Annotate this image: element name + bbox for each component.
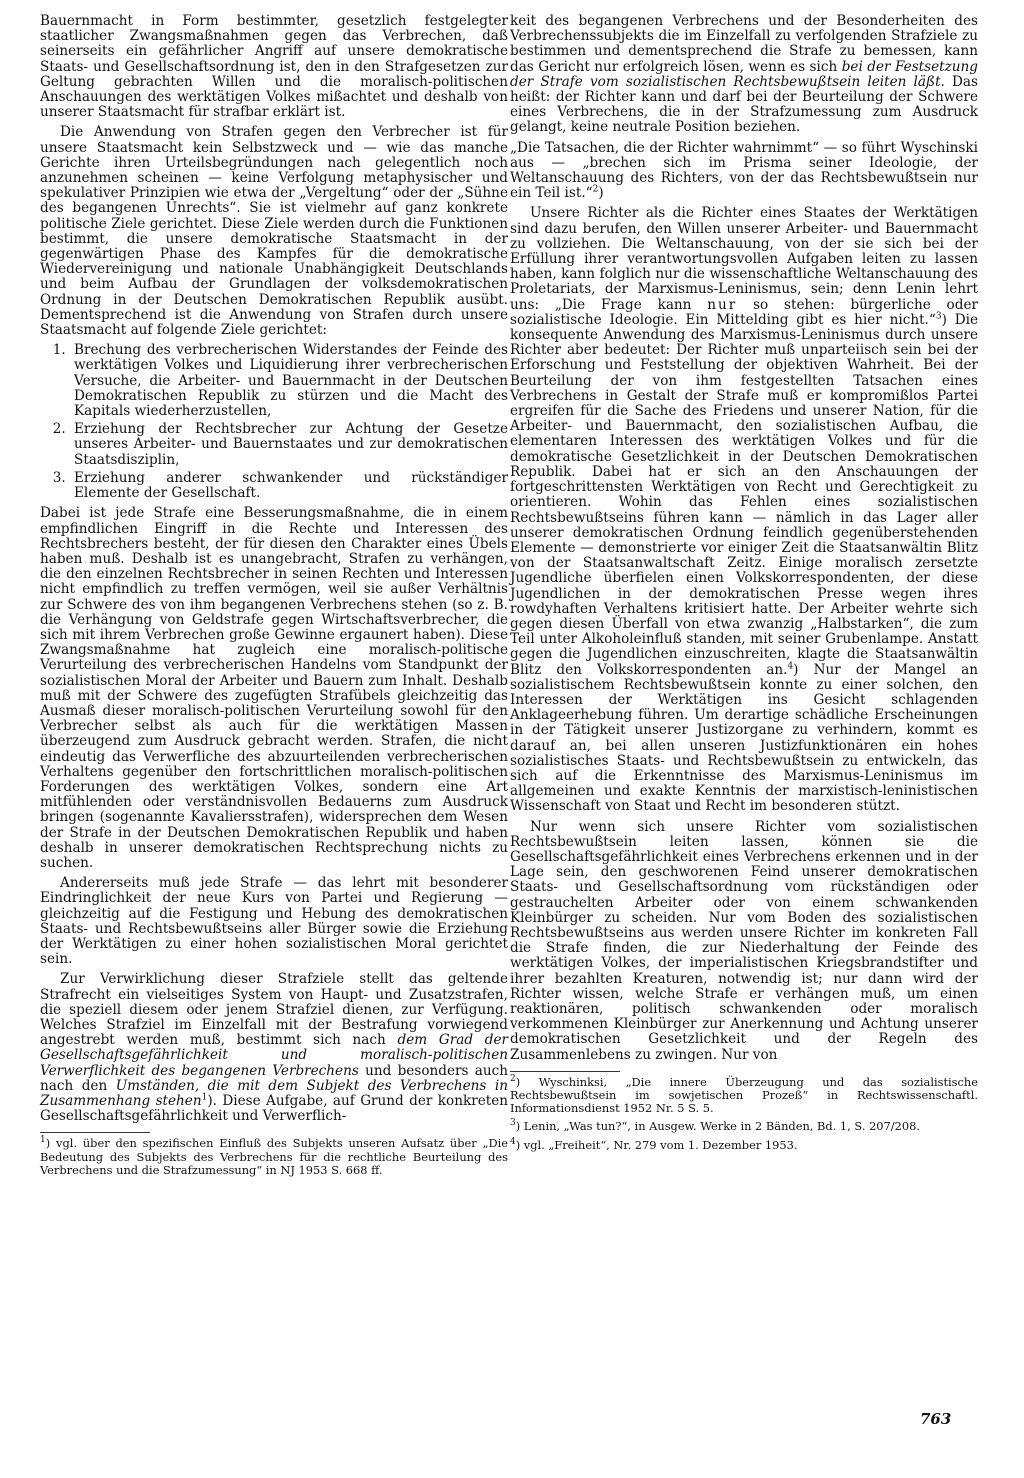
footnote-text: ) vgl. über den spezifischen Einfluß des Subjekts unseren Aufsatz über „Die Bedeutung des Subjekts des Verbrechens für die rechtliche Beurteilung des Verbrechens und die Strafzumessung“ in NJ 1953 S. 668 ff. — [40, 1136, 508, 1177]
footnote-mark: 3 — [510, 1118, 516, 1129]
aims-list — [40, 343, 508, 501]
text-run: ) Nur der Mangel an sozialistischem Rechtsbewußtsein konnte zu einer solchen, den Interessen der Werktätigen ins Gesicht schlagenden Anklageerhebung führen. Um derartige schädliche Erscheinungen in der Tätigkeit unserer Justizorgane zu verhindern, kommt es darauf an, bei allen unseren Justizfunktionären ein hohes sozialistisches Staats- und Rechtsbewußtsein zu entwickeln, das sich auf die Erkenntnisse des Marxismus-Leninismus im allgemeinen und exakte Kenntnis der marxistisch-leninistischen Wissenschaft von Staat und Recht im besonderen stützt. — [510, 661, 978, 815]
spaced-emphasis: nur — [707, 296, 738, 313]
list-item: 2. Erziehung der Rechtsbrecher zur Achtung der Gesetze unseres Arbeiter- und Bauernstaates und zur demokratischen Staatsdisziplin, — [70, 422, 508, 468]
footnote-ref: 1 — [201, 1092, 208, 1103]
list-item: 1. Brechung des verbrecherischen Widerstandes der Feinde des werktätigen Volkes und Liquidierung ihrer verbrecherischen Versuche, die Arbeiter- und Bauernmacht in der Deutschen Demokratischen Republik zu stürzen und die Macht des Kapitals wiederherzustellen, — [70, 343, 508, 419]
paragraph — [40, 972, 508, 1124]
footnote-ref: 2 — [592, 184, 599, 195]
footnote-divider — [510, 1071, 620, 1072]
quote-text: „Die Tatsachen, die der Richter wahrnimmt“ — so führt Wyschinski aus — „brechen sich im Prisma seiner Ideologie, der Weltanschauung des Richters, von der das Rechtsbewußtsein nur ein Teil ist.“ — [510, 139, 978, 202]
text-run: Zur Verwirklichung dieser Strafziele stellt das geltende Strafrecht ein vielseitiges System von Haupt- und Zusatzstrafen, die speziell diesem oder jenem Strafziel dienen, zur Verfügung. Welches Strafziel im Einzelfall mit der Bestrafung vorwiegend angestrebt werden muß, bestimmt sich nach — [40, 971, 508, 1049]
footnote-divider — [40, 1132, 150, 1133]
paragraph: Bauernmacht in Form bestimmter, gesetzlich festgelegter staatlicher Zwangsmaßnahmen gegen das Verbrechen, daß seinerseits ein gefährlicher Angriff auf unsere demokratische Staats- und Gesellschaftsordnung ist, den in den Strafgesetzen zur Geltung gebrachten Willen und die moralisch-politischen Anschauungen des werktätigen Volkes mißachtet und deshalb von unserer Staatsmacht für strafbar erklärt ist. — [40, 13, 508, 121]
paragraph: Nur wenn sich unsere Richter vom sozialistischen Rechtsbewußtsein leiten lassen, können sie die Gesellschaftsgefährlichkeit eines Verbrechens erkennen und in der Lage sein, den geschworenen Feind unserer demokratischen Staats- und Gesellschaftsordnung vom rückständigen oder gestrauchelten Arbeiter oder von einem schwankenden Kleinbürger zu scheiden. Nur vom Boden des sozialistischen Rechtsbewußtseins aus werden unsere Richter im konkreten Fall die Strafe finden, die zur Niederhaltung der Feinde des werktätigen Volkes, der imperialistischen Kriegsbrandstifter und ihrer bezahlten Kreaturen, notwendig ist; nur dann wird der Richter wissen, welche Strafe er verhängen muß, um einen reaktionären, politisch schwankenden oder moralisch verkommenen Kleinbürger zur Anerkennung und Achtung unserer demokratischen Gesetzlichkeit und der Regeln des Zusammenlebens zu zwingen. Nur von — [510, 818, 978, 1063]
text-run: Das heißt: der Richter kann und darf bei der Beurteilung der Schwere eines Verbrechens, die in der Strafzumessung zum Ausdruck gelangt, keine neutrale Position beziehen. — [510, 73, 978, 136]
text-run: Die konsequente Anwendung des Marxismus-Leninismus durch unsere Richter aber bedeutet: Der Richter muß unparteiisch sein bei der Erforschung und Feststellung der objektiven Wahrheit. Bei der Beurteilung der von ihm festgestellten Tatsachen eines Verbrechens in Gestalt der Strafe muß er kompromißlos Partei ergreifen für die Sache des Friedens und unserer Nation, für die Arbeiter- und Bauernmacht, den sozialistischen Aufbau, die elementaren Interessen des werktätigen Volkes und für die demokratische Gesetzlichkeit in der Deutschen Demokratischen Republik. Dabei hat er sich an den Anschauungen der fortgeschrittensten Werktätigen von Recht und Gerechtigkeit zu orientieren. Wohin das Fehlen eines sozialistischen Rechtsbewußtseins führen kann — nämlich in das Lager aller unserer demokratischen Ordnung feindlich gegenüberstehenden Elemente — demonstrierte vor einiger Zeit die Staatsanwältin Blitz von der Staatsanwaltschaft Zeitz. Einige moralisch zersetzte Jugendliche überfielen einen Volkskorrespondenten, der diese Jugendlichen in der demokratischen Presse wegen ihres rowdyhaften Verhaltens kritisiert hatte. Der Arbeiter wehrte sich gegen diesen Überfall von etwa zwanzig „Halbstarken“, die zum Teil unter Alkoholeinfluß standen, mit seiner Grubenlampe. Anstatt gegen die Jugendlichen einzuschreiten, klagte die Staatsanwältin Blitz den Volkskorrespondenten an. — [510, 311, 978, 678]
footnote-mark: 4 — [510, 1136, 516, 1147]
list-item: 3. Erziehung anderer schwankender und rückständiger Elemente der Gesellschaft. — [70, 471, 508, 501]
footnote — [510, 1120, 978, 1133]
text-run: ). Diese Aufgabe, auf Grund der konkreten Gesellschaftsgefährlichkeit und Verwerflich- — [40, 1093, 508, 1125]
text-run: Unsere Richter als die Richter eines Staates der Werktätigen sind dazu berufen, den Willen unserer Arbeiter- und Bauernmacht zu vollziehen. Die Weltanschauung, von der sie sich bei der Erfüllung ihrer verantwortungsvollen Aufgaben leiten zu lassen haben, kann folglich nur die wissenschaftliche Weltanschauung des Proletariats, der Marxismus-Leninismus, sein; denn Lenin lehrt uns: „Die Frage kann — [510, 205, 978, 313]
footnote-text: ) Wyschinksi, „Die innere Überzeugung und das sozialistische Rechtsbewußtsein im sowjetischen Prozeß“ in Rechtswissenschaftl. Informationsdienst 1952 Nr. 5 S. 5. — [510, 1074, 978, 1116]
paragraph — [510, 14, 978, 136]
footnote-text: ) Lenin, „Was tun?“, in Ausgew. Werke in 2 Bänden, Bd. 1, S. 207/208. — [515, 1119, 921, 1134]
footnote-mark: 2 — [510, 1074, 516, 1085]
text-run: so stehen: bürgerliche oder sozialistische Ideologie. Ein Mittelding gibt es hier nicht.“ — [510, 296, 978, 328]
emphasis: bei der Festsetzung der Strafe vom sozialistischen Rechtsbewußtsein leiten läßt. — [510, 58, 979, 90]
footnote — [40, 1137, 508, 1177]
emphasis: Umständen, die mit dem Subjekt des Verbrechens in Zusammenhang stehen — [40, 1077, 508, 1110]
emphasis: dem Grad der Gesellschaftsgefährlichkeit und moralisch-politischen Verwerflichkeit des begangenen Verbrechens — [40, 1032, 509, 1079]
right-column — [510, 14, 978, 1157]
paragraph: Unsere Richter als die Richter eines Staates der Werktätigen sind dazu berufen, den Willen unserer Arbeiter- und Bauernmacht zu vollziehen. Die Weltanschauung, von der sie sich bei der Erfüllung ihrer verantwortungsvollen Aufgaben leiten zu lassen haben, kann folglich nur die wissenschaftliche Weltanschauung des Proletariats, der Marxismus-Leninismus, sein; denn Lenin lehrt uns: „Die Frage kann nur so stehen: bürgerliche oder sozialistische Ideologie. Ein Mittelding gibt es hier nicht.“$^3$) Die konsequente Anwendung des Marxismus-Leninismus durch unsere Richter aber bedeutet: Der Richter muß unparteiisch sein bei der Erforschung und Feststellung der objektiven Wahrheit. Bei der Beurteilung der von ihm festgestellten Tatsachen eines Verbrechens in Gestalt der Strafe muß er kompromißlos Partei ergreifen für die Sache des Friedens und unserer Nation, für die Arbeiter- und Bauernmacht, den sozialistischen Aufbau, die elementaren Interessen des werktätigen Volkes und für die demokratische Gesetzlichkeit in der Deutschen Demokratischen Republik. Dabei hat er sich an den Anschauungen der fortgeschrittensten Werktätigen von Recht und Gerechtigkeit zu orientieren. Wohin das Fehlen eines sozialistischen Rechtsbewußtseins führen kann — nämlich in das Lager aller unserer demokratischen Ordnung feindlich gegenüberstehenden Elemente — demonstrierte vor einiger Zeit die Staatsanwältin Blitz von der Staatsanwaltschaft Zeitz. Einige moralisch zersetzte Jugendliche überfielen einen Volkskorrespondenten, der diese Jugendlichen in der demokratischen Presse wegen ihres rowdyhaften Verhaltens kritisiert hatte. Der Arbeiter wehrte sich gegen diesen Überfall von etwa zwanzig „Halbstarken“, die zum Teil unter Alkoholeinfluß standen, mit seiner Grubenlampe. Anstatt gegen die Jugendlichen einzuschreiten, klagte die Staatsanwältin Blitz den Volkskorrespondenten an.$^4$) Nur der Mangel an sozialistischem Rechtsbewußtsein konnte zu einer solchen, den Interessen der Werktätigen ins Gesicht schlagenden Anklageerhebung führen. Um derartige schädliche Erscheinungen in der Tätigkeit unserer Justizorgane zu verhindern, kommt es darauf an, bei allen unseren Justizfunktionären ein hohes sozialistisches Staats- und Rechtsbewußtsein zu entwickeln, das sich auf die Erkenntnisse des Marxismus-Leninismus im allgemeinen und exakte Kenntnis der marxistisch-leninistischen Wissenschaft von Staat und Recht im besonderen stützt. — [510, 205, 978, 815]
footnote-text: ) vgl. „Freiheit“, Nr. 279 vom 1. Dezember 1953. — [515, 1137, 798, 1152]
footnote-ref: 4 — [787, 661, 794, 671]
paragraph: Dabei ist jede Strafe eine Besserungsmaßnahme, die in einem empfindlichen Eingriff in die Rechte und Interessen des Rechtsbrechers besteht, der für diesen den Charakter eines Übels haben muß. Deshalb ist es unangebracht, Strafen zu verhängen, die den einzelnen Rechtsbrecher in seinen Rechten und Interessen nicht empfindlich zu treffen vermögen, weil sie außer Verhältnis zur Schwere des von ihm begangenen Verbrechens stehen (so z. B. die Verhängung von Geldstrafe gegen Wirtschaftsverbrecher, die sich mit ihrem Verbrechen große Gewinne ergaunert haben). Diese Zwangsmaßnahme hat zugleich eine moralisch-politische Verurteilung des verbrecherischen Handelns vom Standpunkt der sozialistischen Moral der Arbeiter und Bauern zum Inhalt. Deshalb muß mit der Schwere des zugefügten Strafübels gleichzeitig das Ausmaß dieser moralisch-politischen Verurteilung sowohl für den Verbrecher selbst als auch für die werktätigen Massen überzeugend zum Ausdruck gebracht werden. Strafen, die nicht eindeutig das Verwerfliche des abzuurteilenden verbrecherischen Verhaltens gegenüber den fortschrittlichen moralisch-politischen Forderungen des werktätigen Volkes, sondern eine Art mitfühlenden oder verständnisvollen Bedauerns zum Ausdruck bringen (sogenannte Kavaliersstrafen), widersprechen dem Wesen der Strafe in der Deutschen Demokratischen Republik und haben deshalb in unserer demokratischen Rechtsprechung nichts zu suchen. — [40, 505, 508, 871]
left-column — [40, 14, 508, 1182]
page-number: 763 — [920, 1410, 952, 1428]
text-run: und besonders auch nach den — [40, 1062, 508, 1094]
paragraph: Die Anwendung von Strafen gegen den Verbrecher ist für unsere Staatsmacht kein Selbstzweck und — wie das manche Gerichte ihren Urteilsbegründungen nach gelegentlich noch anzunehmen scheinen — keine Verfolgung metaphysischer und spekulativer Prinzipien wie etwa der „Vergeltung“ oder der „Sühne des begangenen Unrechts“. Sie ist vielmehr auf ganz konkrete politische Ziele gerichtet. Diese Ziele werden durch die Funktionen bestimmt, die unsere demokratische Staatsmacht in der gegenwärtigen Phase des Kampfes für die demokratische Wiedervereinigung und nationale Unabhängigkeit Deutschlands und beim Aufbau der Grundlagen der volksdemokratischen Ordnung in der Deutschen Demokratischen Republik ausübt. Dementsprechend ist die Anwendung von Strafen durch unsere Staatsmacht auf folgende Ziele gerichtet: — [40, 124, 508, 339]
footnote-ref: 3 — [935, 311, 942, 322]
text-run: keit des begangenen Verbrechens und der Besonderheiten des Verbrechenssubjekts die im Einzelfall zu verfolgenden Strafziele zu bestimmen und dementsprechend die Strafe zu bemessen, kann das Gericht nur erfolgreich lösen, wenn es sich — [510, 13, 978, 75]
footnote — [510, 1076, 978, 1116]
block-quote: „Die Tatsachen, die der Richter wahrnimmt“ — so führt Wyschinski aus — „brechen sich im Prisma seiner Ideologie, der Weltanschauung des Richters, von der das Rechtsbewußtsein nur ein Teil ist.“$^2$) — [510, 139, 978, 202]
footnote-mark: 1 — [40, 1135, 46, 1146]
footnote — [510, 1136, 978, 1152]
paragraph: Andererseits muß jede Strafe — das lehrt mit besonderer Eindringlichkeit der neue Kurs von Partei und Regierung — gleichzeitig auf die Festigung und Hebung des demokratischen Staats- und Rechtsbewußtseins aller Bürger sowie die Erziehung der Werktätigen zu einer hohen sozialistischen Moral gerichtet sein. — [40, 875, 508, 968]
